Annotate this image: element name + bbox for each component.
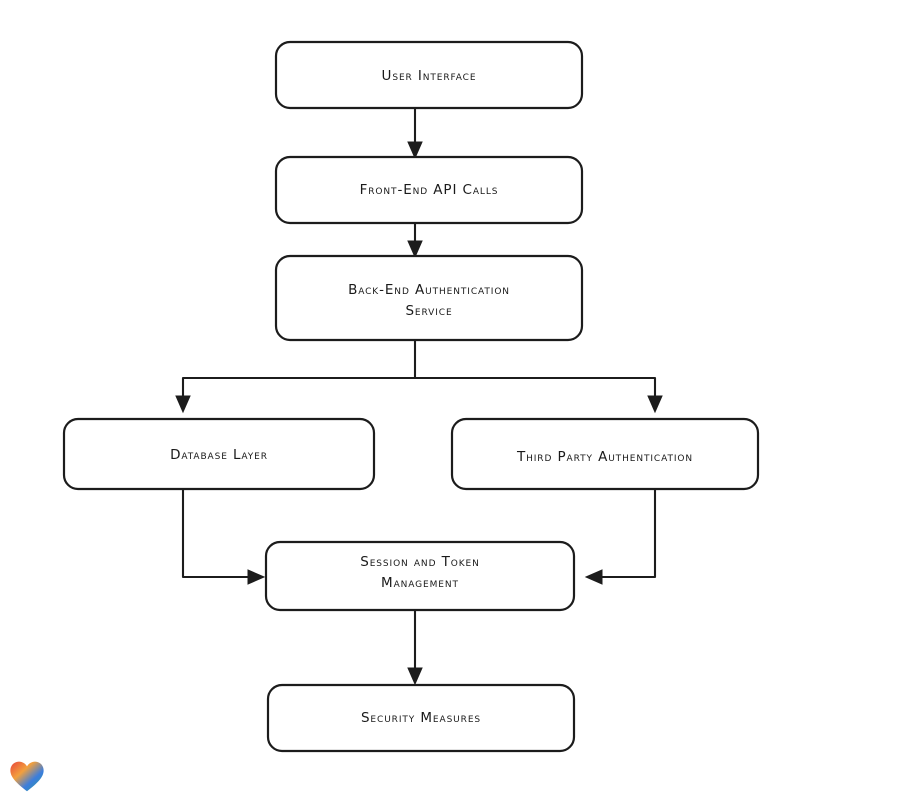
- node-session-token-management-label-line2: Management: [381, 575, 459, 591]
- edge-database-to-session: [183, 489, 264, 584]
- node-backend-auth-service-box: [276, 256, 582, 340]
- edge-session-to-security: [408, 610, 422, 684]
- edge-user-interface-to-frontend: [408, 108, 422, 158]
- node-frontend-api-calls-label: Front-End API Calls: [359, 182, 499, 198]
- node-session-token-management-label-line1: Session and Token: [360, 554, 480, 570]
- node-backend-auth-service-label-line1: Back-End Authentication: [348, 282, 510, 298]
- node-backend-auth-service-label-line2: Service: [405, 303, 453, 319]
- node-session-token-management[interactable]: [266, 542, 574, 610]
- node-backend-auth-service[interactable]: [276, 256, 582, 340]
- edge-third-party-to-session: [586, 489, 655, 584]
- edge-backend-to-third-party: [415, 378, 662, 412]
- node-security-measures-label: Security Measures: [360, 710, 482, 726]
- heart-icon[interactable]: [8, 758, 46, 796]
- heart-icon-shape: [10, 762, 43, 792]
- edge-backend-to-database: [176, 340, 415, 412]
- node-security-measures[interactable]: [268, 685, 574, 751]
- node-third-party-auth-label: Third Party Authentication: [516, 449, 694, 465]
- node-database-layer-label: Database Layer: [170, 447, 268, 463]
- node-third-party-auth[interactable]: [452, 419, 758, 489]
- node-user-interface-label: User Interface: [381, 68, 477, 84]
- node-database-layer[interactable]: [64, 419, 374, 489]
- node-user-interface[interactable]: [276, 42, 582, 108]
- edge-frontend-to-backend: [408, 223, 422, 257]
- node-frontend-api-calls[interactable]: [276, 157, 582, 223]
